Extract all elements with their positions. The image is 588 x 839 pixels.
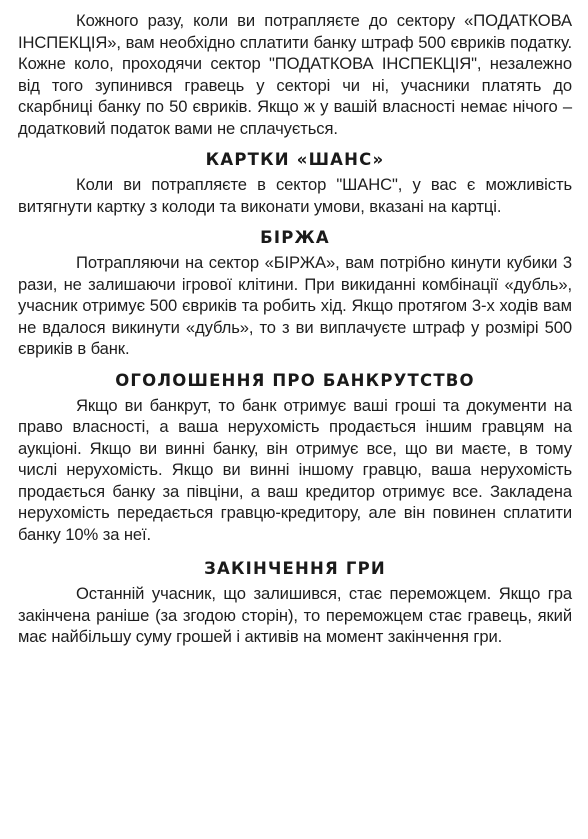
exchange-paragraph: Потрапляючи на сектор «БІРЖА», вам потрібно кинути кубики 3 рази, не залишаючи ігрової клітини. При викиданні комбінації «дубль», учасник отримує 500 євриків та робить хід. Якщо протягом 3-х ходів вам не вдалося викинути «дубль», то з ви виплачуєте штраф у розмірі 500 євриків в банк. (18, 253, 572, 358)
exchange-heading: БІРЖА (260, 228, 330, 247)
game-end-heading: ЗАКІНЧЕННЯ ГРИ (204, 559, 386, 578)
tax-inspection-paragraph: Кожного разу, коли ви потрапляєте до сектору «ПОДАТКОВА ІНСПЕКЦІЯ», вам необхідно сплатити банку штраф 500 євриків податку. Кожне коло, проходячи сектор "ПОДАТКОВА ІНСПЕКЦІЯ", незалежно від того зупинився гравець у секторі чи ні, учасники платять до скарбниці банку по 50 євриків. Якщо ж у вашій власності немає нічого – додатковий податок вами не сплачується. (18, 11, 572, 138)
bankruptcy-heading: ОГОЛОШЕННЯ ПРО БАНКРУТСТВО (115, 370, 475, 390)
chance-cards-paragraph: Коли ви потрапляєте в сектор "ШАНС", у вас є можливість витягнути картку з колоди та виконати умови, вказані на картці. (18, 175, 572, 216)
bankruptcy-paragraph: Якщо ви банкрут, то банк отримує ваші гроші та документи на право власності, а ваша нерухомість продається іншим гравцям на аукціоні. Якщо ви винні банку, він отримує все, що ви маєте, в тому числі нерухомість. Якщо ви винні іншому гравцю, ваша нерухомість продається банку за півціни, а ваш кредитор отримує все. Закладена нерухомість передається гравцю-кредитору, але він повинен сплатити банку 10% за неї. (18, 395, 572, 544)
game-end-paragraph: Останній учасник, що залишився, стає переможцем. Якщо гра закінчена раніше (за згодою сторін), то переможцем стає гравець, який має найбільшу суму грошей і активів на момент закінчення гри. (18, 584, 572, 646)
chance-cards-heading: КАРТКИ «ШАНС» (205, 150, 385, 169)
